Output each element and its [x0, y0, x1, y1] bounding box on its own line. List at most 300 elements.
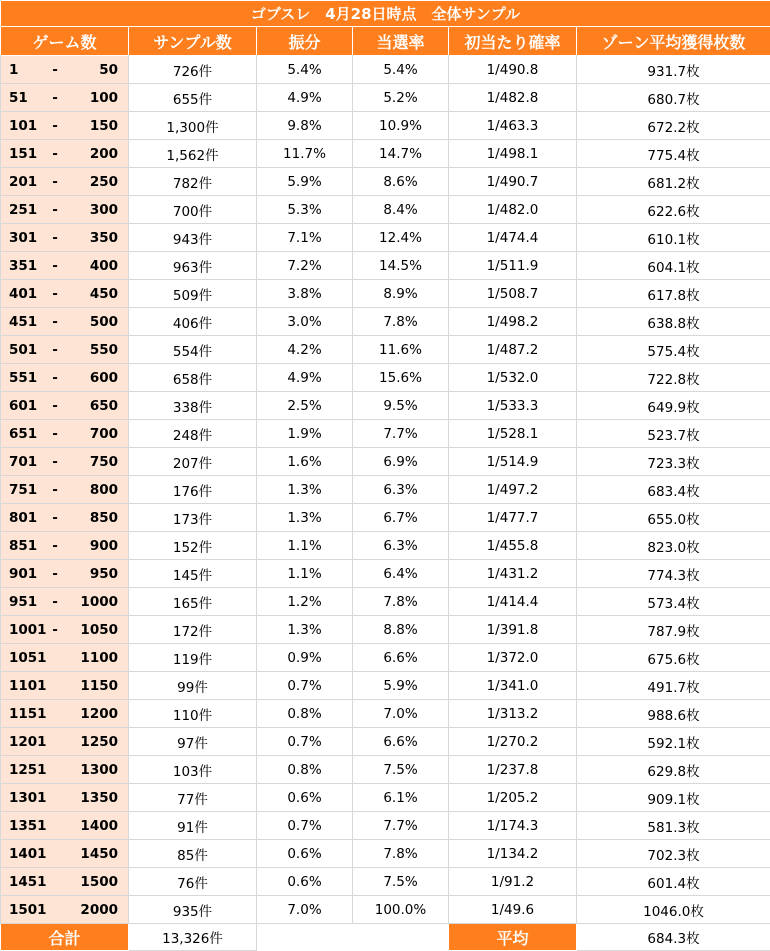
- win-rate-cell: 6.6%: [353, 728, 449, 756]
- header-row: [1, 27, 770, 56]
- first-hit-probability-cell: 1/391.8: [449, 616, 577, 644]
- range-end: 400: [67, 258, 128, 274]
- range-separator: -: [43, 230, 67, 246]
- samples-cell: 165件: [129, 588, 257, 616]
- total-samples: 13,326件: [129, 924, 257, 951]
- distribution-cell: 0.7%: [257, 672, 353, 700]
- distribution-cell: 1.9%: [257, 420, 353, 448]
- range-separator: -: [43, 286, 67, 302]
- first-hit-probability-cell: 1/533.3: [449, 392, 577, 420]
- distribution-cell: 1.2%: [257, 588, 353, 616]
- table-row: [1, 420, 770, 448]
- zone-average-cell: 675.6枚: [577, 644, 770, 672]
- game-range-cell: [1, 196, 129, 224]
- zone-average-cell: 683.4枚: [577, 476, 770, 504]
- win-rate-cell: 100.0%: [353, 896, 449, 924]
- first-hit-probability-cell: 1/482.8: [449, 84, 577, 112]
- range-separator: -: [43, 258, 67, 274]
- distribution-cell: 5.9%: [257, 168, 353, 196]
- range-separator: -: [43, 314, 67, 330]
- distribution-cell: 1.1%: [257, 560, 353, 588]
- range-end: 800: [67, 482, 128, 498]
- samples-cell: 176件: [129, 476, 257, 504]
- range-end: 650: [67, 398, 128, 414]
- game-range: [1, 308, 128, 335]
- distribution-cell: 0.8%: [257, 756, 353, 784]
- samples-cell: 97件: [129, 728, 257, 756]
- samples-cell: 782件: [129, 168, 257, 196]
- win-rate-cell: 11.6%: [353, 336, 449, 364]
- header-distribution: 振分: [257, 27, 353, 56]
- game-range: [1, 364, 128, 391]
- first-hit-probability-cell: 1/497.2: [449, 476, 577, 504]
- win-rate-cell: 7.8%: [353, 840, 449, 868]
- win-rate-cell: 14.7%: [353, 140, 449, 168]
- distribution-cell: 1.3%: [257, 476, 353, 504]
- range-end: 1000: [67, 594, 128, 610]
- table-row: [1, 560, 770, 588]
- zone-average-cell: 649.9枚: [577, 392, 770, 420]
- table-row: [1, 252, 770, 280]
- win-rate-cell: 6.3%: [353, 532, 449, 560]
- header-zone-average: ゾーン平均獲得枚数: [577, 27, 770, 56]
- table-row: [1, 616, 770, 644]
- range-start: 1101: [1, 678, 43, 694]
- range-separator: -: [43, 174, 67, 190]
- game-range: [1, 448, 128, 475]
- samples-cell: 76件: [129, 868, 257, 896]
- average-value: 684.3枚: [577, 924, 770, 951]
- win-rate-cell: 12.4%: [353, 224, 449, 252]
- range-start: 801: [1, 510, 43, 526]
- stats-table-body: [1, 1, 770, 951]
- win-rate-cell: 7.5%: [353, 868, 449, 896]
- samples-cell: 173件: [129, 504, 257, 532]
- table-row: [1, 364, 770, 392]
- range-start: 401: [1, 286, 43, 302]
- samples-cell: 700件: [129, 196, 257, 224]
- game-range-cell: [1, 756, 129, 784]
- game-range: [1, 504, 128, 531]
- samples-cell: 935件: [129, 896, 257, 924]
- range-end: 1200: [67, 706, 128, 722]
- range-start: 451: [1, 314, 43, 330]
- header-samples: サンプル数: [129, 27, 257, 56]
- table-row: [1, 392, 770, 420]
- first-hit-probability-cell: 1/174.3: [449, 812, 577, 840]
- range-end: 950: [67, 566, 128, 582]
- range-separator: -: [43, 342, 67, 358]
- range-start: 1501: [1, 902, 43, 918]
- range-end: 1050: [67, 622, 128, 638]
- table-row: [1, 196, 770, 224]
- game-range-cell: [1, 700, 129, 728]
- range-end: 150: [67, 118, 128, 134]
- win-rate-cell: 7.8%: [353, 588, 449, 616]
- game-range-cell: [1, 280, 129, 308]
- win-rate-cell: 8.4%: [353, 196, 449, 224]
- range-start: 701: [1, 454, 43, 470]
- first-hit-probability-cell: 1/463.3: [449, 112, 577, 140]
- game-range: [1, 476, 128, 503]
- range-end: 100: [67, 90, 128, 106]
- game-range: [1, 784, 128, 811]
- first-hit-probability-cell: 1/490.7: [449, 168, 577, 196]
- win-rate-cell: 5.9%: [353, 672, 449, 700]
- first-hit-probability-cell: 1/49.6: [449, 896, 577, 924]
- range-end: 750: [67, 454, 128, 470]
- first-hit-probability-cell: 1/134.2: [449, 840, 577, 868]
- game-range: [1, 140, 128, 167]
- zone-average-cell: 1046.0枚: [577, 896, 770, 924]
- range-end: 1250: [67, 734, 128, 750]
- average-label: 平均: [449, 924, 577, 951]
- range-separator: -: [43, 398, 67, 414]
- first-hit-probability-cell: 1/341.0: [449, 672, 577, 700]
- range-end: 200: [67, 146, 128, 162]
- game-range-cell: [1, 448, 129, 476]
- first-hit-probability-cell: 1/455.8: [449, 532, 577, 560]
- win-rate-cell: 14.5%: [353, 252, 449, 280]
- table-row: [1, 756, 770, 784]
- game-range-cell: [1, 224, 129, 252]
- distribution-cell: 3.8%: [257, 280, 353, 308]
- range-end: 900: [67, 538, 128, 554]
- table-row: [1, 672, 770, 700]
- game-range-cell: [1, 252, 129, 280]
- game-range-cell: [1, 644, 129, 672]
- game-range: [1, 672, 128, 699]
- first-hit-probability-cell: 1/431.2: [449, 560, 577, 588]
- game-range: [1, 252, 128, 279]
- game-range-cell: [1, 840, 129, 868]
- game-range-cell: [1, 896, 129, 924]
- distribution-cell: 0.6%: [257, 784, 353, 812]
- table-row: [1, 224, 770, 252]
- range-start: 101: [1, 118, 43, 134]
- range-start: 501: [1, 342, 43, 358]
- game-range-cell: [1, 420, 129, 448]
- samples-cell: 110件: [129, 700, 257, 728]
- game-range: [1, 616, 128, 643]
- table-row: [1, 532, 770, 560]
- first-hit-probability-cell: 1/91.2: [449, 868, 577, 896]
- zone-average-cell: 681.2枚: [577, 168, 770, 196]
- first-hit-probability-cell: 1/487.2: [449, 336, 577, 364]
- table-row: [1, 448, 770, 476]
- table-row: [1, 700, 770, 728]
- game-range-cell: [1, 728, 129, 756]
- range-end: 600: [67, 370, 128, 386]
- zone-average-cell: 523.7枚: [577, 420, 770, 448]
- game-range: [1, 280, 128, 307]
- game-range-cell: [1, 84, 129, 112]
- win-rate-cell: 8.8%: [353, 616, 449, 644]
- table-row: [1, 476, 770, 504]
- distribution-cell: 5.4%: [257, 56, 353, 84]
- game-range: [1, 728, 128, 755]
- range-start: 851: [1, 538, 43, 554]
- zone-average-cell: 581.3枚: [577, 812, 770, 840]
- samples-cell: 77件: [129, 784, 257, 812]
- game-range: [1, 560, 128, 587]
- game-range-cell: [1, 112, 129, 140]
- distribution-cell: 11.7%: [257, 140, 353, 168]
- win-rate-cell: 10.9%: [353, 112, 449, 140]
- zone-average-cell: 672.2枚: [577, 112, 770, 140]
- table-row: [1, 140, 770, 168]
- first-hit-probability-cell: 1/372.0: [449, 644, 577, 672]
- win-rate-cell: 7.8%: [353, 308, 449, 336]
- zone-average-cell: 638.8枚: [577, 308, 770, 336]
- range-separator: -: [43, 566, 67, 582]
- header-games: ゲーム数: [1, 27, 129, 56]
- zone-average-cell: 622.6枚: [577, 196, 770, 224]
- distribution-cell: 0.6%: [257, 868, 353, 896]
- distribution-cell: 7.0%: [257, 896, 353, 924]
- game-range-cell: [1, 392, 129, 420]
- range-start: 301: [1, 230, 43, 246]
- distribution-cell: 0.9%: [257, 644, 353, 672]
- first-hit-probability-cell: 1/414.4: [449, 588, 577, 616]
- game-range-cell: [1, 364, 129, 392]
- win-rate-cell: 6.1%: [353, 784, 449, 812]
- range-start: 651: [1, 426, 43, 442]
- first-hit-probability-cell: 1/511.9: [449, 252, 577, 280]
- distribution-cell: 0.8%: [257, 700, 353, 728]
- distribution-cell: 1.6%: [257, 448, 353, 476]
- first-hit-probability-cell: 1/528.1: [449, 420, 577, 448]
- win-rate-cell: 6.9%: [353, 448, 449, 476]
- distribution-cell: 4.2%: [257, 336, 353, 364]
- distribution-cell: 0.7%: [257, 812, 353, 840]
- range-end: 1100: [67, 650, 128, 666]
- distribution-cell: 7.1%: [257, 224, 353, 252]
- game-range: [1, 532, 128, 559]
- range-start: 51: [1, 90, 43, 106]
- game-range: [1, 812, 128, 839]
- range-start: 201: [1, 174, 43, 190]
- game-range: [1, 112, 128, 139]
- table-row: [1, 336, 770, 364]
- range-end: 50: [67, 62, 128, 78]
- win-rate-cell: 5.2%: [353, 84, 449, 112]
- range-start: 1051: [1, 650, 43, 666]
- table-row: [1, 308, 770, 336]
- distribution-cell: 4.9%: [257, 364, 353, 392]
- samples-cell: 509件: [129, 280, 257, 308]
- range-separator: -: [43, 482, 67, 498]
- table-row: [1, 56, 770, 84]
- win-rate-cell: 8.6%: [353, 168, 449, 196]
- game-range-cell: [1, 616, 129, 644]
- range-end: 1500: [67, 874, 128, 890]
- range-end: 2000: [67, 902, 128, 918]
- table-row: [1, 168, 770, 196]
- samples-cell: 145件: [129, 560, 257, 588]
- samples-cell: 103件: [129, 756, 257, 784]
- first-hit-probability-cell: 1/498.2: [449, 308, 577, 336]
- game-range: [1, 868, 128, 895]
- game-range-cell: [1, 336, 129, 364]
- first-hit-probability-cell: 1/205.2: [449, 784, 577, 812]
- range-start: 1001: [1, 622, 43, 638]
- range-separator: -: [43, 538, 67, 554]
- game-range: [1, 700, 128, 727]
- game-range: [1, 840, 128, 867]
- win-rate-cell: 7.0%: [353, 700, 449, 728]
- range-start: 251: [1, 202, 43, 218]
- zone-average-cell: 629.8枚: [577, 756, 770, 784]
- table-row: [1, 896, 770, 924]
- range-start: 901: [1, 566, 43, 582]
- samples-cell: 172件: [129, 616, 257, 644]
- first-hit-probability-cell: 1/270.2: [449, 728, 577, 756]
- samples-cell: 119件: [129, 644, 257, 672]
- table-row: [1, 784, 770, 812]
- table-row: [1, 84, 770, 112]
- win-rate-cell: 6.6%: [353, 644, 449, 672]
- zone-average-cell: 610.1枚: [577, 224, 770, 252]
- samples-cell: 726件: [129, 56, 257, 84]
- zone-average-cell: 722.8枚: [577, 364, 770, 392]
- range-separator: -: [43, 146, 67, 162]
- win-rate-cell: 5.4%: [353, 56, 449, 84]
- zone-average-cell: 775.4枚: [577, 140, 770, 168]
- zone-average-cell: 491.7枚: [577, 672, 770, 700]
- distribution-cell: 2.5%: [257, 392, 353, 420]
- distribution-cell: 4.9%: [257, 84, 353, 112]
- footer-row: [1, 924, 770, 951]
- samples-cell: 943件: [129, 224, 257, 252]
- game-range: [1, 56, 128, 83]
- range-separator: -: [43, 426, 67, 442]
- range-end: 300: [67, 202, 128, 218]
- distribution-cell: 9.8%: [257, 112, 353, 140]
- title-row: [1, 1, 770, 27]
- win-rate-cell: 9.5%: [353, 392, 449, 420]
- range-end: 450: [67, 286, 128, 302]
- footer-spacer: [257, 924, 449, 951]
- game-range: [1, 168, 128, 195]
- game-range: [1, 588, 128, 615]
- game-range: [1, 336, 128, 363]
- range-start: 951: [1, 594, 43, 610]
- table-row: [1, 588, 770, 616]
- range-separator: -: [43, 622, 67, 638]
- game-range: [1, 84, 128, 111]
- win-rate-cell: 6.7%: [353, 504, 449, 532]
- win-rate-cell: 6.3%: [353, 476, 449, 504]
- table-row: [1, 280, 770, 308]
- samples-cell: 655件: [129, 84, 257, 112]
- zone-average-cell: 604.1枚: [577, 252, 770, 280]
- distribution-cell: 1.3%: [257, 504, 353, 532]
- samples-cell: 338件: [129, 392, 257, 420]
- total-label: 合計: [1, 924, 129, 951]
- distribution-cell: 7.2%: [257, 252, 353, 280]
- range-start: 1: [1, 62, 43, 78]
- game-range-cell: [1, 784, 129, 812]
- game-range-cell: [1, 672, 129, 700]
- samples-cell: 406件: [129, 308, 257, 336]
- samples-cell: 1,562件: [129, 140, 257, 168]
- table-row: [1, 504, 770, 532]
- first-hit-probability-cell: 1/514.9: [449, 448, 577, 476]
- range-end: 1450: [67, 846, 128, 862]
- samples-cell: 1,300件: [129, 112, 257, 140]
- game-range: [1, 644, 128, 671]
- zone-average-cell: 823.0枚: [577, 532, 770, 560]
- range-end: 700: [67, 426, 128, 442]
- range-separator: -: [43, 90, 67, 106]
- game-range-cell: [1, 56, 129, 84]
- zone-average-cell: 988.6枚: [577, 700, 770, 728]
- win-rate-cell: 8.9%: [353, 280, 449, 308]
- game-range: [1, 420, 128, 447]
- samples-cell: 248件: [129, 420, 257, 448]
- zone-average-cell: 702.3枚: [577, 840, 770, 868]
- range-start: 601: [1, 398, 43, 414]
- game-range-cell: [1, 476, 129, 504]
- win-rate-cell: 7.7%: [353, 812, 449, 840]
- range-start: 551: [1, 370, 43, 386]
- zone-average-cell: 723.3枚: [577, 448, 770, 476]
- game-range-cell: [1, 588, 129, 616]
- zone-average-cell: 774.3枚: [577, 560, 770, 588]
- range-separator: -: [43, 370, 67, 386]
- game-range: [1, 392, 128, 419]
- game-range-cell: [1, 868, 129, 896]
- zone-average-cell: 592.1枚: [577, 728, 770, 756]
- samples-cell: 91件: [129, 812, 257, 840]
- distribution-cell: 5.3%: [257, 196, 353, 224]
- win-rate-cell: 6.4%: [353, 560, 449, 588]
- first-hit-probability-cell: 1/508.7: [449, 280, 577, 308]
- range-start: 151: [1, 146, 43, 162]
- samples-cell: 963件: [129, 252, 257, 280]
- first-hit-probability-cell: 1/532.0: [449, 364, 577, 392]
- zone-average-cell: 573.4枚: [577, 588, 770, 616]
- range-separator: -: [43, 62, 67, 78]
- game-range-cell: [1, 560, 129, 588]
- range-end: 1350: [67, 790, 128, 806]
- samples-cell: 554件: [129, 336, 257, 364]
- distribution-cell: 0.6%: [257, 840, 353, 868]
- game-range-cell: [1, 308, 129, 336]
- first-hit-probability-cell: 1/498.1: [449, 140, 577, 168]
- range-separator: -: [43, 118, 67, 134]
- range-start: 1251: [1, 762, 43, 778]
- range-start: 1451: [1, 874, 43, 890]
- range-start: 1401: [1, 846, 43, 862]
- range-separator: -: [43, 454, 67, 470]
- first-hit-probability-cell: 1/477.7: [449, 504, 577, 532]
- table-row: [1, 112, 770, 140]
- win-rate-cell: 7.7%: [353, 420, 449, 448]
- range-end: 1300: [67, 762, 128, 778]
- header-win-rate: 当選率: [353, 27, 449, 56]
- range-end: 1400: [67, 818, 128, 834]
- distribution-cell: 1.3%: [257, 616, 353, 644]
- game-range-cell: [1, 532, 129, 560]
- distribution-cell: 0.7%: [257, 728, 353, 756]
- range-end: 850: [67, 510, 128, 526]
- table-row: [1, 840, 770, 868]
- game-range: [1, 756, 128, 783]
- first-hit-probability-cell: 1/313.2: [449, 700, 577, 728]
- zone-average-cell: 601.4枚: [577, 868, 770, 896]
